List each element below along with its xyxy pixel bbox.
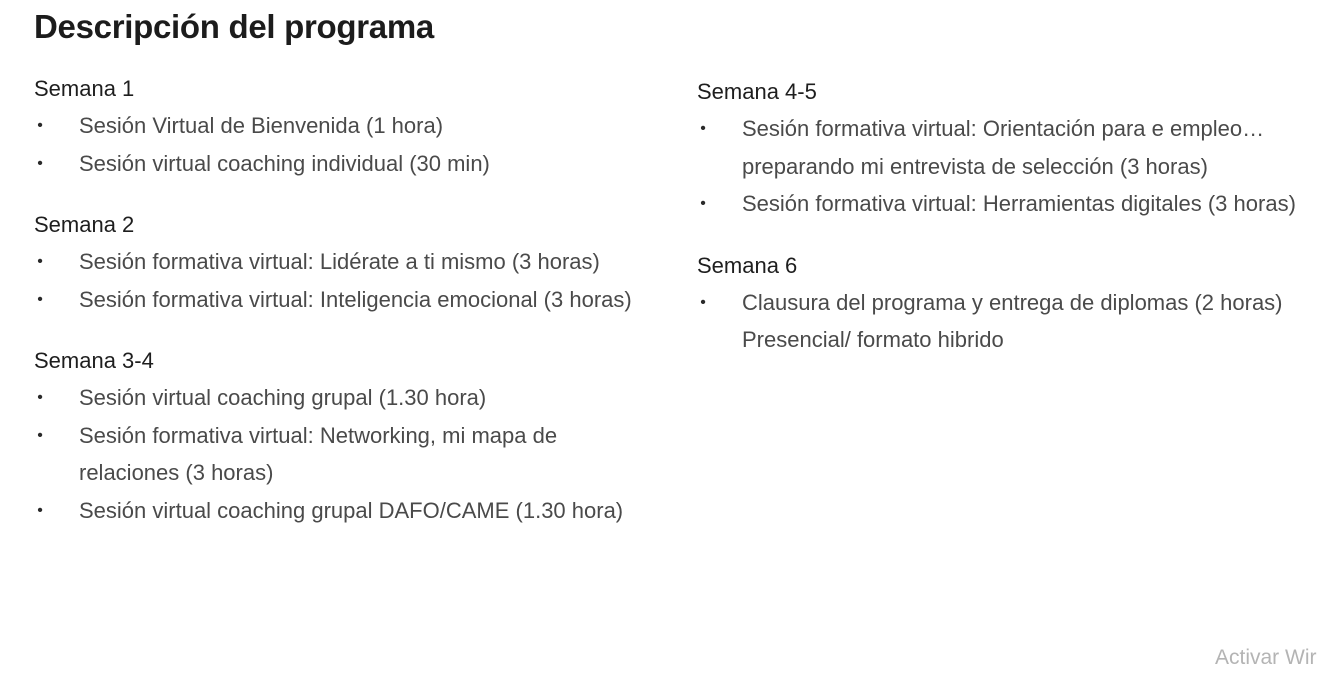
week-heading: Semana 6 bbox=[697, 252, 798, 278]
week-section-1 bbox=[34, 70, 634, 182]
list-item bbox=[697, 110, 1335, 185]
week-items bbox=[697, 284, 1317, 359]
week-section-2 bbox=[34, 206, 634, 318]
left-column bbox=[34, 70, 634, 553]
list-item bbox=[34, 243, 619, 281]
week-items bbox=[34, 243, 634, 318]
week-items bbox=[34, 379, 634, 529]
list-item bbox=[34, 379, 639, 417]
right-column bbox=[697, 73, 1317, 383]
bullet-icon: • bbox=[37, 501, 43, 519]
windows-activation-watermark: Activar Wir bbox=[1215, 646, 1317, 669]
list-item bbox=[697, 185, 1327, 223]
week-heading: Semana 1 bbox=[34, 76, 135, 101]
bullet-icon: • bbox=[37, 389, 43, 406]
list-item bbox=[697, 284, 1322, 359]
week-items bbox=[697, 110, 1317, 223]
week-section-6 bbox=[697, 247, 1317, 359]
bullet-icon: • bbox=[37, 290, 43, 308]
list-item-text: Sesión Virtual de Bienvenida (1 hora) bbox=[79, 113, 444, 138]
list-item-text: Sesión virtual coaching individual (30 min) bbox=[79, 150, 490, 176]
bullet-icon: • bbox=[37, 154, 43, 172]
list-item-text: Sesión virtual coaching grupal DAFO/CAME (1.30 hora) bbox=[79, 497, 624, 523]
week-items bbox=[34, 107, 634, 182]
week-heading: Semana 3-4 bbox=[34, 348, 154, 373]
list-item-text: Sesión formativa virtual: Lidérate a ti mismo (3 horas) bbox=[79, 249, 600, 274]
list-item-text: Sesión formativa virtual: Orientación para e empleo… preparando mi entrevista de selección (3 horas) bbox=[742, 116, 1265, 179]
week-section-3-4 bbox=[34, 342, 634, 529]
bullet-icon: • bbox=[700, 195, 706, 212]
list-item bbox=[34, 417, 649, 492]
page-title: Descripción del programa bbox=[34, 8, 434, 45]
list-item-text: Clausura del programa y entrega de diplomas (2 horas) Presencial/ formato hibrido bbox=[742, 289, 1283, 352]
bullet-icon: • bbox=[37, 426, 43, 444]
bullet-icon: • bbox=[37, 253, 43, 270]
list-item-text: Sesión formativa virtual: Inteligencia emocional (3 horas) bbox=[79, 286, 632, 312]
list-item bbox=[34, 145, 639, 183]
list-item bbox=[34, 107, 599, 145]
week-heading: Semana 4-5 bbox=[697, 79, 817, 104]
list-item-text: Sesión formativa virtual: Herramientas digitales (3 horas) bbox=[742, 191, 1296, 216]
bullet-icon: • bbox=[700, 120, 706, 137]
bullet-icon: • bbox=[37, 117, 43, 134]
list-item-text: Sesión virtual coaching grupal (1.30 hora) bbox=[79, 385, 487, 410]
list-item bbox=[34, 281, 659, 319]
list-item-text: Sesión formativa virtual: Networking, mi mapa de relaciones (3 horas) bbox=[79, 422, 558, 485]
week-heading: Semana 2 bbox=[34, 212, 135, 237]
week-section-4-5 bbox=[697, 73, 1317, 223]
list-item bbox=[34, 492, 639, 530]
bullet-icon: • bbox=[700, 293, 706, 311]
